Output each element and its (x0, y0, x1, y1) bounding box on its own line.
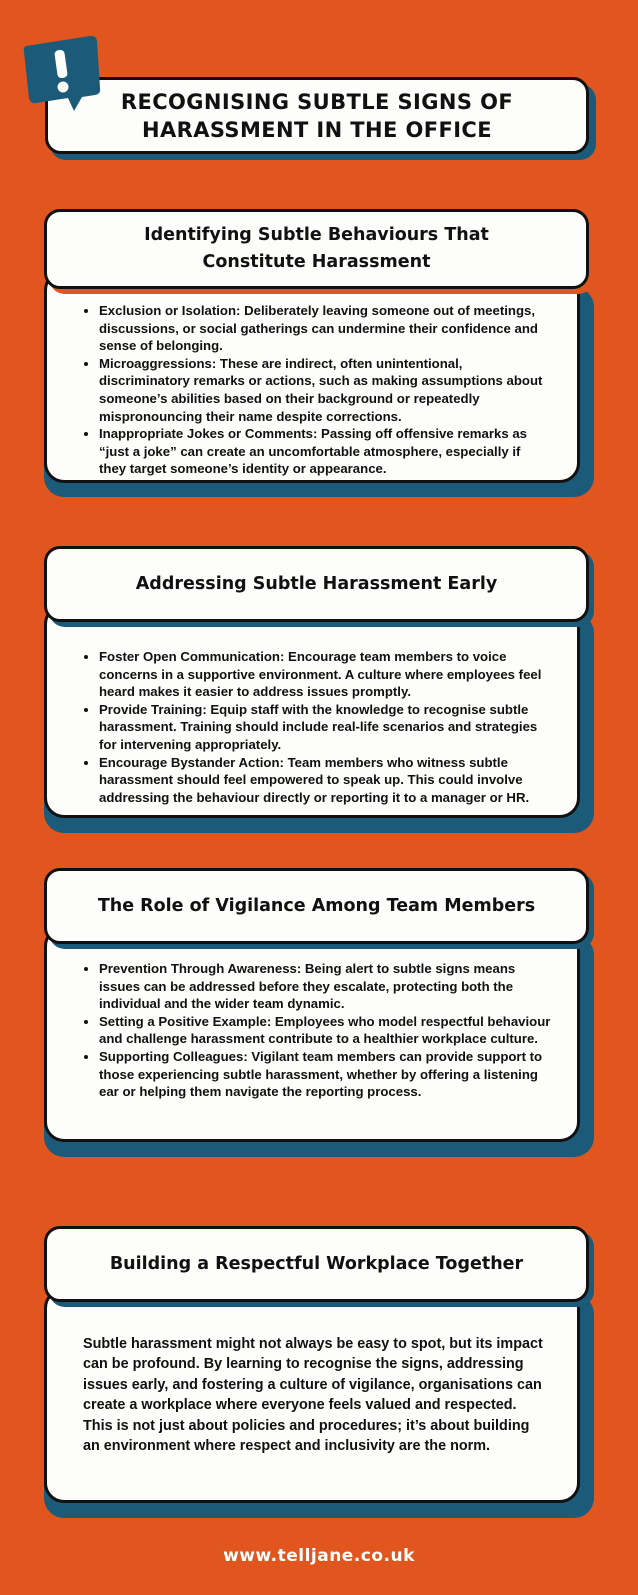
header-title-box (45, 77, 589, 154)
list-item: • Exclusion or Isolation: Deliberately leaving someone out of meetings, discussions, or social gatherings can undermine their confidence and sense of belonging. (99, 302, 551, 355)
list-item: • Provide Training: Equip staff with the knowledge to recognise subtle harassment. Training should include real-life scenarios and strategies for intervening appropriately. (99, 701, 551, 754)
section-title: Building a Respectful Workplace Together (109, 1253, 524, 1274)
footer-url[interactable]: www.telljane.co.uk (223, 1546, 415, 1566)
page-title: RECOGNISING SUBTLE SIGNS OF HARASSMENT IN THE OFFICE (120, 89, 514, 142)
section-1-title-box (44, 209, 589, 289)
section-2-panel (44, 604, 580, 818)
list-item: • Foster Open Communication: Encourage team members to voice concerns in a supportive environment. A culture where employees feel heard makes it easier to address issues promptly. (99, 648, 551, 701)
section-1-bullet-list (81, 302, 551, 478)
section-4-panel (44, 1288, 580, 1503)
exclamation-speech-bubble-icon (20, 32, 104, 112)
list-item: • Encourage Bystander Action: Team members who witness subtle harassment should feel empowered to speak up. This could involve addressing the behaviour directly or reporting it to a manager or HR. (99, 754, 551, 807)
section-1-panel (44, 270, 580, 483)
list-item: • Microaggressions: These are indirect, often unintentional, discriminatory remarks or actions, such as making assumptions about someone’s abilities based on their background or repeatedly mispronouncing their name despite corrections. (99, 355, 551, 425)
section-2-title-box (44, 546, 589, 622)
list-item: • Inappropriate Jokes or Comments: Passing off offensive remarks as “just a joke” can create an uncomfortable atmosphere, especially if they target someone’s identity or appearance. (99, 425, 551, 478)
list-item: • Prevention Through Awareness: Being alert to subtle signs means issues can be addressed before they escalate, protecting both the individual and the wider team dynamic. (99, 960, 551, 1013)
closing-paragraph: Subtle harassment might not always be easy to spot, but its impact can be profound. By learning to recognise the signs, addressing issues early, and fostering a culture of vigilance, organisations can create a workplace where everyone feels valued and respected. This is not just about policies and procedures; it’s about building an environment where respect and inclusivity are the norm. (83, 1336, 543, 1455)
section-3-panel (44, 926, 580, 1142)
section-3-title-box (44, 868, 589, 944)
section-2-bullet-list (81, 648, 551, 806)
list-item: • Supporting Colleagues: Vigilant team members can provide support to those experiencing subtle harassment, whether by offering a listening ear or helping them navigate the reporting process. (99, 1048, 551, 1101)
section-title: Identifying Subtle Behaviours That Constitute Harassment (144, 225, 489, 272)
section-title: Addressing Subtle Harassment Early (135, 573, 498, 594)
section-4-title-box (44, 1226, 589, 1302)
section-title: The Role of Vigilance Among Team Members (97, 895, 536, 916)
list-item: • Setting a Positive Example: Employees who model respectful behaviour and challenge harassment contribute to a healthier workplace culture. (99, 1013, 551, 1048)
section-3-bullet-list (81, 960, 551, 1101)
